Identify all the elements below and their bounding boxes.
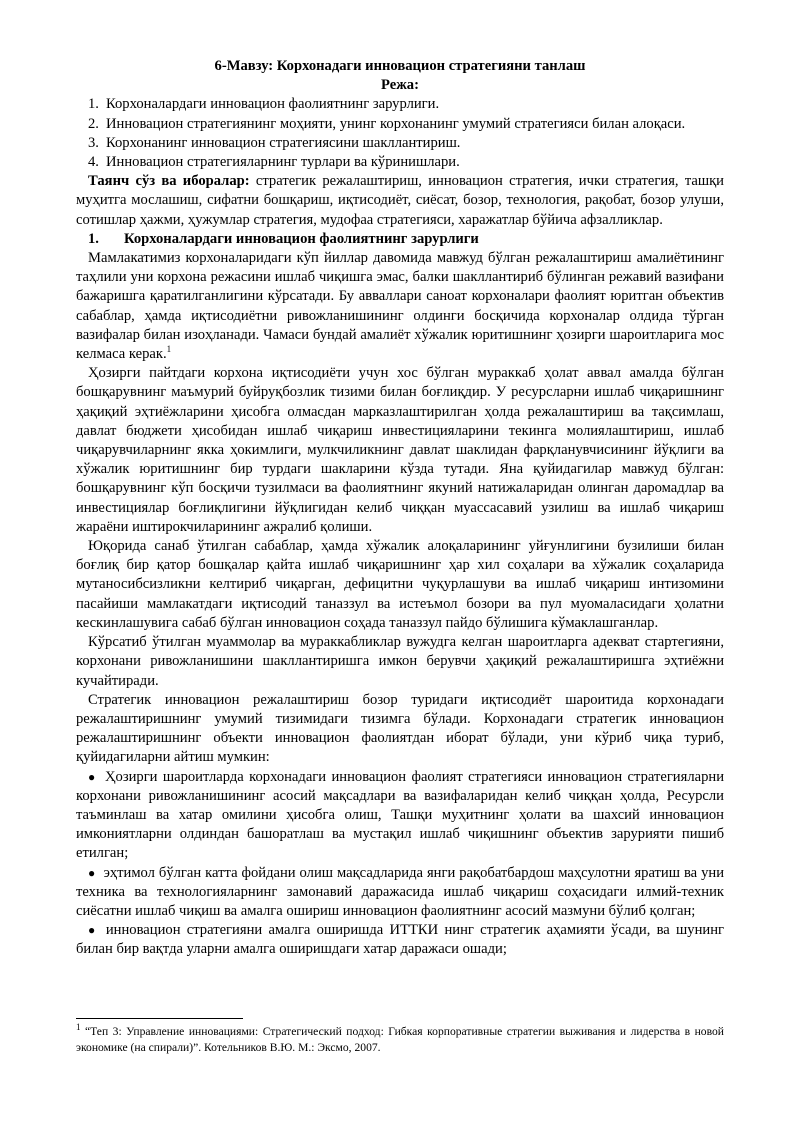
plan-item — [76, 95, 724, 114]
keywords-paragraph — [76, 172, 724, 230]
body-paragraph: Юқорида санаб ўтилган сабаблар, ҳамда хўжалик алоқаларининг уйғунлигини бузилиши билан боғлиқ бир қатор бошқалар қайта ишлаб чиқаришнинг ҳар хил соҳалари ва хўжалик соҳаларида мутаносибсизликни келтириб чиқарган, дефицитни чуқурлашуви ва ишлаб чиқариш интизомини пасайиши мамлакатдаги иқтисодий таназзул ва истеъмол бозори ва пул муомаласидаги ҳолатни кескинлашувига сабаб бўлган инновацион соҳада таназзул пайдо бўлишига кўмаклашганлар. — [76, 538, 724, 631]
section-title: Корхоналардаги инновацион фаолиятнинг зарурлиги — [124, 230, 479, 247]
bullet-text: инновацион стратегияни амалга оширишда ИТТКИ нинг стратегик аҳамияти ўсади, ва шунинг билан бир вақтда уларни амалга оширишдаги хатар даражаси ошади; — [76, 922, 724, 958]
section-heading — [76, 230, 724, 249]
plan-item — [76, 115, 724, 134]
bullet-item — [76, 864, 724, 922]
body-paragraph: Кўрсатиб ўтилган муаммолар ва мураккабликлар вужудга келган шароитларга адекват стартегияни, корхонани ривожланишини шакллантиришга имкон берувчи ҳақиқий режалаштиришга эҳтиёжни кучайтиради. — [76, 634, 724, 689]
section-number: 1. — [88, 230, 99, 247]
plan-heading: Режа: — [381, 77, 419, 94]
keywords-label: Таянч сўз ва иборалар: — [88, 173, 250, 190]
footnote-text: “Теп 3: Управление инновациями: Стратегический подход: Гибкая корпоративные стратегии выживания и лидерства в новой экономике (на спирали)”. Котельников В.Ю. М.: Эксмо, 2007. — [76, 1025, 724, 1054]
plan-item — [76, 134, 724, 153]
plan-item-text: Корхонанинг инновацион стратегиясини шакллантириш. — [106, 134, 461, 151]
bullet-icon: ● — [88, 923, 98, 938]
plan-item-text: Инновацион стратегиянинг моҳияти, унинг корхонанинг умумий стратегияси билан алоқаси. — [106, 115, 686, 132]
bullet-item — [76, 921, 724, 959]
paragraph-text: Мамлакатимиз корхоналаридаги кўп йиллар давомида мавжуд бўлган режалаштириш амалиётининг таҳлили уни корхона режасини ишлаб чиқишга эмас, балки шакллантириб бўлинган режавий вазифани бажаришга қаратилганлигини кўрсатади. Бу авваллари саноат корхоналари фаолият юритган объектив сабаблар, ҳамда иқтисодиётни ривожланишининг олдинги босқичида корхоналар олдида тўрган вазифалар билан изоҳланади. Чамаси бундай амалиёт хўжалик юритишнинг ҳозирги шароитларига мос келмаса керак. — [76, 250, 724, 363]
plan-item — [76, 153, 724, 172]
plan-item-number: 1. — [88, 96, 99, 113]
body-paragraph — [76, 249, 724, 364]
plan-item-text: Инновацион стратегияларнинг турлари ва кўринишлари. — [106, 154, 460, 171]
body-paragraph: Ҳозирги пайтдаги корхона иқтисодиёти учун хос бўлган мураккаб ҳолат аввал амалда бўлган бошқарувнинг маъмурий буйруқбозлик тизими билан боғлиқдир. У ресурсларни ишлаб чиқаришнинг ҳақиқий эҳтиёжларини ҳисобга олмасдан марказлаштирилган ҳолда режалаштириш ва тақсимлаш, давлат бюджети ҳисобидан ишлаб чиқариш инвестицияларини текинга молиялаштириш, ишлаб чиқарувчиларнинг якка ҳокимлиги, мулкчиликнинг давлат шаклидан фарқланувчисининг йўқлиги ва хўжалик юритишнинг бир турдаги шакларини кўзда тутади. Яна қуйидагилар мавжуд бўлган: бошқарувнинг кўп босқичи тузилмаси ва фаолиятнинг якуний натижаларидан олинган даромадлар ва инвестициялар боғлиқлигини йўқлигидан келиб чиққан муассасавий узилиш ва ишлаб чиқариш жараёни иштирокчиларининг ажралиб қолиши. — [76, 365, 724, 535]
page-title: 6-Мавзу: Корхонадаги инновацион стратегияни танлаш — [214, 58, 586, 74]
footnote-reference[interactable]: 1 — [166, 344, 172, 355]
plan-item-number: 2. — [88, 115, 99, 132]
bullet-text: эҳтимол бўлган катта фойдани олиш мақсадларида янги рақобатбардош маҳсулотни яратиш ва уни техника ва технологияларнинг замонавий даражасида ишлаб чиқариш соҳасидаги илмий-техник сиёсатни ишлаб чиқиш ва амалга ошириш инновацион фаолиятнинг асосий мазмуни бўлиб қолган; — [76, 864, 725, 919]
bullet-icon: ● — [88, 769, 97, 784]
footnote-separator — [76, 1018, 243, 1019]
bullet-item — [76, 768, 724, 864]
plan-item-text: Корхоналардаги инновацион фаолиятнинг зарурлиги. — [106, 96, 440, 113]
bullet-text: Ҳозирги шароитларда корхонадаги инновацион фаолият стратегияси инновацион стратегияларни корхонани ривожланишининг асосий мақсадлари ва вазифаларидан келиб чиққан ҳолда, Ресурсли таъминлаш ва хатар омилини ҳисобга олиш, Ташқи муҳитнинг ҳолати ва шахсий инновацион имкониятларни олдиндан башоратлаш ва мустақил ишлаб чиқишнинг объектив зарурияти пишиб етилган; — [76, 768, 725, 862]
footnote — [76, 1024, 724, 1055]
footnote-mark: 1 — [76, 1022, 81, 1033]
document-body — [76, 57, 724, 960]
body-paragraph: Стратегик инновацион режалаштириш бозор туридаги иқтисодиёт шароитида корхонадаги режалаштиришнинг умумий тизимидаги тизимга бўлади. Корхонадаги стратегик инновацион режалаштиришнинг объекти инновацион фаолиятдан иборат бўлади, уни кўриб чиқа туриб, қуйидагиларни айтиш мумкин: — [76, 691, 724, 766]
keywords-text: стратегик режалаштириш, инновацион стратегия, ички стратегия, ташқи муҳитга мослашиш, сифатни бошқариш, иқтисодиёт, сиёсат, бозор, технология, рақобат, бозор улуши, сотишлар ҳажми, ҳужумлар стратегия, мудофаа стратегияси, харажатлар бўйича афзалликлар. — [76, 173, 724, 228]
plan-item-number: 3. — [88, 134, 99, 151]
plan-item-number: 4. — [88, 154, 99, 171]
bullet-icon: ● — [88, 865, 96, 880]
